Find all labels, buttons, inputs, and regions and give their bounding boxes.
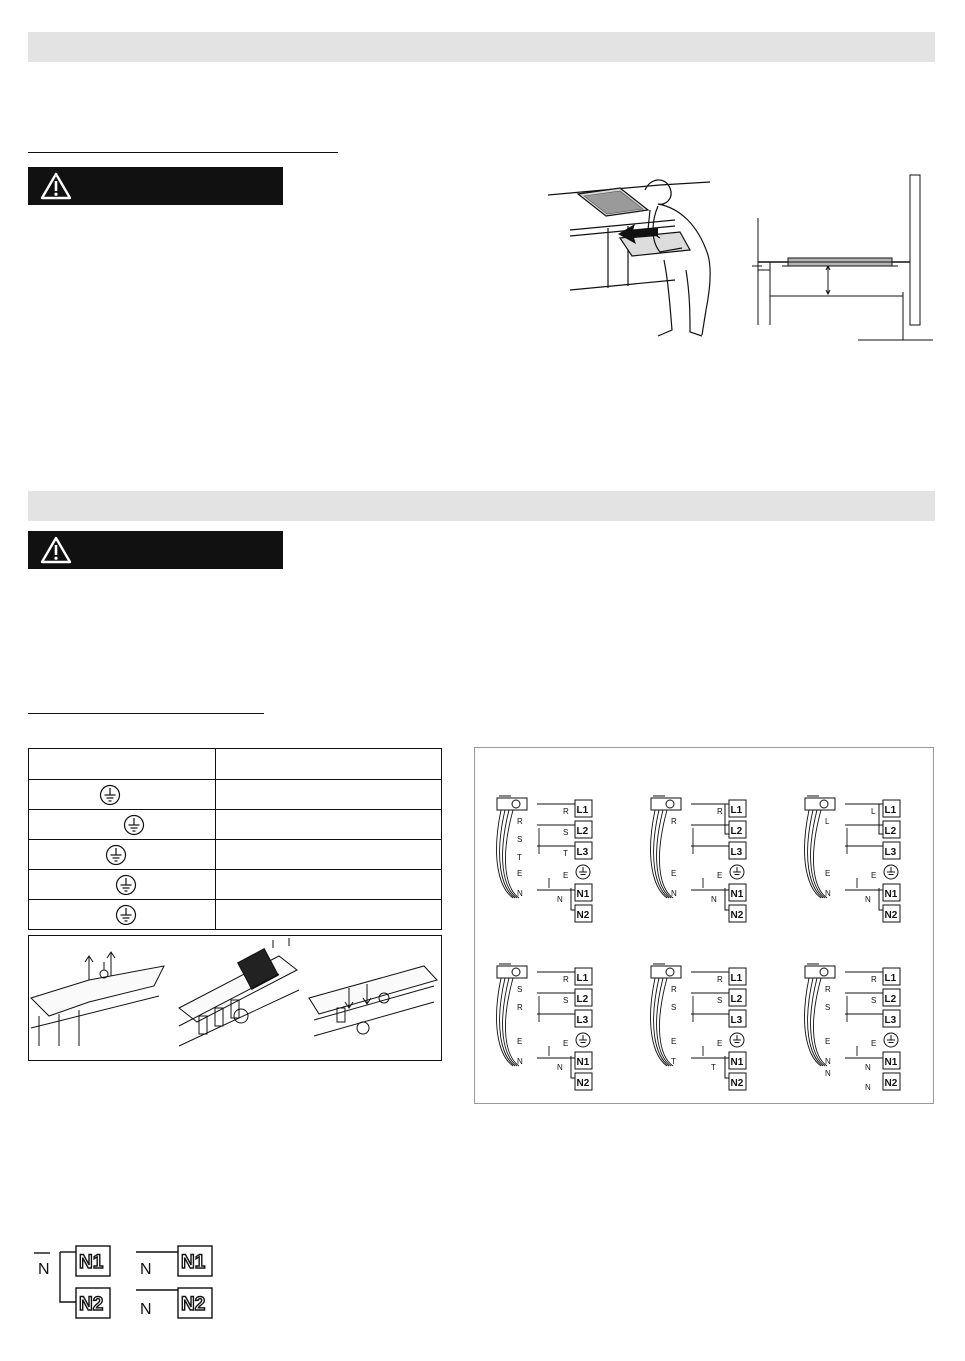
wire-n-right-label: N	[711, 895, 717, 904]
terminal-n1-label: N1	[576, 1057, 590, 1068]
wire-s-right-label: S	[717, 996, 723, 1005]
terminal-l1-label: L1	[576, 973, 589, 984]
wire-e-right-label: E	[871, 871, 877, 880]
table-row	[29, 900, 442, 930]
wire-r-label: R	[825, 985, 831, 994]
wire-r-right-label: R	[717, 807, 723, 816]
terminal-l1-label: L1	[576, 805, 589, 816]
wire-l-right-label: L	[871, 807, 876, 816]
hob-insertion-illustration	[540, 170, 740, 345]
terminal-l3-label: L3	[576, 847, 589, 858]
terminal-l3-label: L3	[730, 1015, 743, 1026]
wire-s-right-label: S	[871, 996, 877, 1005]
ground-symbol-icon	[576, 865, 590, 879]
neutral-bridge-detail	[28, 1238, 228, 1326]
wire-n-label: N	[517, 889, 523, 898]
warning-bar-1	[28, 167, 283, 205]
terminal-n1-label: N1	[730, 1057, 744, 1068]
table-row	[29, 870, 442, 900]
wire-n-label: N	[825, 889, 831, 898]
bottom-n-label: N	[38, 1261, 50, 1278]
wiring-diagram-5	[651, 964, 746, 1090]
table-row	[29, 810, 442, 840]
wire-e-label: E	[671, 1037, 677, 1046]
wire-r-label: R	[517, 1003, 523, 1012]
ground-symbol-icon	[105, 844, 127, 866]
section-header-band-installation	[28, 32, 935, 62]
subsection-rule-2	[28, 713, 264, 714]
terminal-block-illustration	[28, 935, 442, 1061]
terminal-l2-label: L2	[730, 826, 743, 837]
ground-symbol-icon	[576, 1033, 590, 1047]
terminal-n2-label: N2	[576, 1078, 590, 1089]
terminal-n2-label: N2	[884, 1078, 898, 1089]
wire-e-right-label: E	[563, 871, 569, 880]
terminal-l2-label: L2	[576, 994, 589, 1005]
wire-s-label: S	[517, 985, 523, 994]
terminal-n1-label: N1	[884, 1057, 898, 1068]
wire-n-right-label: N	[557, 895, 563, 904]
wire-e-label: E	[517, 869, 523, 878]
wire-s-label: S	[671, 1003, 677, 1012]
wire-t-right-label: T	[711, 1063, 716, 1072]
wire-t-label: T	[517, 853, 522, 862]
terminal-l1-label: L1	[730, 805, 743, 816]
wiring-diagram-6	[805, 964, 900, 1092]
wire-s-label: S	[517, 835, 523, 844]
terminal-n1-label: N1	[576, 889, 590, 900]
wire-r-right-label: R	[717, 975, 723, 984]
wiring-diagram-panel	[474, 747, 934, 1104]
bottom-n-label-2: N	[140, 1261, 152, 1278]
connection-table	[28, 748, 442, 930]
ground-symbol-icon	[99, 784, 121, 806]
warning-triangle-icon	[40, 536, 72, 564]
wiring-diagrams	[475, 748, 933, 1103]
wire-e-label: E	[671, 869, 677, 878]
wire-e-label: E	[825, 869, 831, 878]
bottom-n1-label-2: N1	[181, 1252, 206, 1273]
warning-triangle-icon	[40, 172, 72, 200]
wiring-diagram-4	[497, 964, 592, 1090]
ground-symbol-icon	[730, 1033, 744, 1047]
wire-e-label: E	[517, 1037, 523, 1046]
wire-n-right-label: N	[557, 1063, 563, 1072]
wire-e-right-label: E	[871, 1039, 877, 1048]
terminal-cover-steps	[29, 936, 441, 1060]
ground-symbol-icon	[115, 874, 137, 896]
terminal-l2-label: L2	[884, 994, 897, 1005]
wire-e-right-label: E	[717, 871, 723, 880]
wire-r-label: R	[671, 817, 677, 826]
bottom-n1-label-1: N1	[79, 1252, 104, 1273]
wire-r-right-label: R	[563, 807, 569, 816]
terminal-n1-label: N1	[730, 889, 744, 900]
wire-s-right-label: S	[563, 996, 569, 1005]
wiring-diagram-3	[805, 796, 900, 922]
terminal-l3-label: L3	[884, 847, 897, 858]
subsection-rule-1	[28, 152, 338, 153]
terminal-n2-label: N2	[884, 910, 898, 921]
terminal-l3-label: L3	[576, 1015, 589, 1026]
wiring-diagram-1	[497, 796, 592, 922]
wire-e-right-label: E	[717, 1039, 723, 1048]
terminal-n2-label: N2	[730, 1078, 744, 1089]
section-header-band-electrical	[28, 491, 935, 521]
wire-l-label: L	[825, 817, 830, 826]
terminal-n2-label: N2	[730, 910, 744, 921]
table-row	[29, 780, 442, 810]
wire-t-right-label: T	[563, 849, 568, 858]
wire-t-label: T	[671, 1057, 676, 1066]
wire-n-label: N	[825, 1069, 831, 1078]
ground-symbol-icon	[115, 904, 137, 926]
bottom-n2-label-2: N2	[181, 1294, 206, 1315]
hob-clearance-section-diagram	[748, 170, 938, 345]
ground-symbol-icon	[730, 865, 744, 879]
wire-e-label: E	[825, 1037, 831, 1046]
ground-symbol-icon	[884, 865, 898, 879]
wire-s-label: S	[825, 1003, 831, 1012]
wire-r-right-label: R	[563, 975, 569, 984]
wire-e-right-label: E	[563, 1039, 569, 1048]
wire-n-label: N	[671, 889, 677, 898]
wire-n-right-label: N	[865, 895, 871, 904]
terminal-l1-label: L1	[884, 805, 897, 816]
terminal-l1-label: L1	[884, 973, 897, 984]
terminal-l3-label: L3	[730, 847, 743, 858]
wire-r-right-label: R	[871, 975, 877, 984]
wiring-diagram-2	[651, 796, 746, 922]
terminal-n1-label: N1	[884, 889, 898, 900]
bottom-n2-label-1: N2	[79, 1294, 104, 1315]
bottom-n-label-3: N	[140, 1301, 152, 1318]
wire-n-right-label: N	[865, 1083, 871, 1092]
wire-n-label: N	[517, 1057, 523, 1066]
ground-symbol-icon	[123, 814, 145, 836]
terminal-l2-label: L2	[576, 826, 589, 837]
wire-r-label: R	[671, 985, 677, 994]
ground-symbol-icon	[884, 1033, 898, 1047]
terminal-l1-label: L1	[730, 973, 743, 984]
wire-s-right-label: S	[563, 828, 569, 837]
wire-n-label: N	[825, 1057, 831, 1066]
terminal-n2-label: N2	[576, 910, 590, 921]
terminal-l2-label: L2	[884, 826, 897, 837]
terminal-l3-label: L3	[884, 1015, 897, 1026]
terminal-l2-label: L2	[730, 994, 743, 1005]
table-row	[29, 840, 442, 870]
table-header-row	[29, 749, 442, 780]
warning-bar-2	[28, 531, 283, 569]
wire-n-right-label: N	[865, 1063, 871, 1072]
wire-r-label: R	[517, 817, 523, 826]
